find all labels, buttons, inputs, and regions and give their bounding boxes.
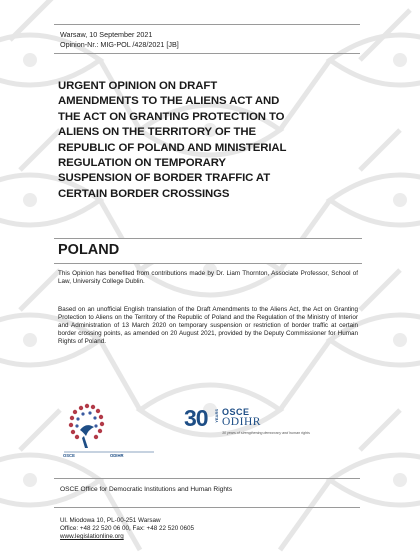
date-line: Warsaw, 10 September 2021 <box>60 30 153 39</box>
title-line: REPUBLIC OF POLAND AND MINISTERIAL <box>58 141 287 154</box>
website-link[interactable]: www.legislationline.org <box>60 533 124 540</box>
title-line: CERTAIN BORDER CROSSINGS <box>58 187 230 200</box>
anniversary-years: YEARS <box>214 409 219 423</box>
document-meta <box>60 30 179 49</box>
title-line: SUSPENSION OF BORDER TRAFFIC AT <box>58 172 271 185</box>
title-line: ALIENS ON THE TERRITORY OF THE <box>58 126 257 139</box>
footer-rule-top <box>54 478 360 479</box>
address-line: Ul. Miodowa 10, PL-00-251 Warsaw <box>60 517 161 524</box>
title-line: AMENDMENTS TO THE ALIENS ACT AND <box>58 95 280 108</box>
emblem-caption-odihr: ODIHR <box>110 453 124 458</box>
emblem-caption-osce: OSCE <box>63 453 75 458</box>
footer-rule-bottom <box>54 507 360 508</box>
country-name: POLAND <box>58 242 120 258</box>
title-line: REGULATION ON TEMPORARY <box>58 157 226 170</box>
anniversary-number: 30 <box>184 405 208 431</box>
contact-line: Office: +48 22 520 06 00, Fax: +48 22 520 0605 <box>60 525 194 532</box>
meta-rule <box>54 53 360 54</box>
top-rule <box>54 24 360 25</box>
country-banner <box>54 238 362 264</box>
office-name: OSCE Office for Democratic Institutions and Human Rights <box>60 486 233 493</box>
osce-wordmark: OSCE <box>222 407 250 417</box>
osce-30-years-logo <box>184 405 310 453</box>
title-line: THE ACT ON GRANTING PROTECTION TO <box>58 110 285 123</box>
title-line: URGENT OPINION ON DRAFT <box>58 80 218 92</box>
logo-tagline: 30 years of strengthening democracy and human rights <box>222 431 310 435</box>
odihr-emblem-logo <box>58 400 158 462</box>
translation-paragraph: Based on an unofficial English translation of the Draft Amendments to the Aliens Act, the Act on Granting Protection to Aliens on the Territory of the Republic of Poland and the Regulation of the Ministry of Interior and Administration of 13 March 2020 on temporary suspension or restriction of border traffic at certain border crossing points, as amended on 20 August 2021, provided by the Deputy Commissioner for Human Rights of Poland. <box>58 306 358 346</box>
document-title <box>58 79 358 202</box>
odihr-wordmark: ODIHR <box>222 416 261 428</box>
footer-address <box>60 517 194 541</box>
opinion-number: Opinion-Nr.: MIG-POL /428/2021 [JB] <box>60 39 179 49</box>
contributors-paragraph: This Opinion has benefited from contributions made by Dr. Liam Thornton, Associate Professor, School of Law, University College Dublin. <box>58 270 358 286</box>
